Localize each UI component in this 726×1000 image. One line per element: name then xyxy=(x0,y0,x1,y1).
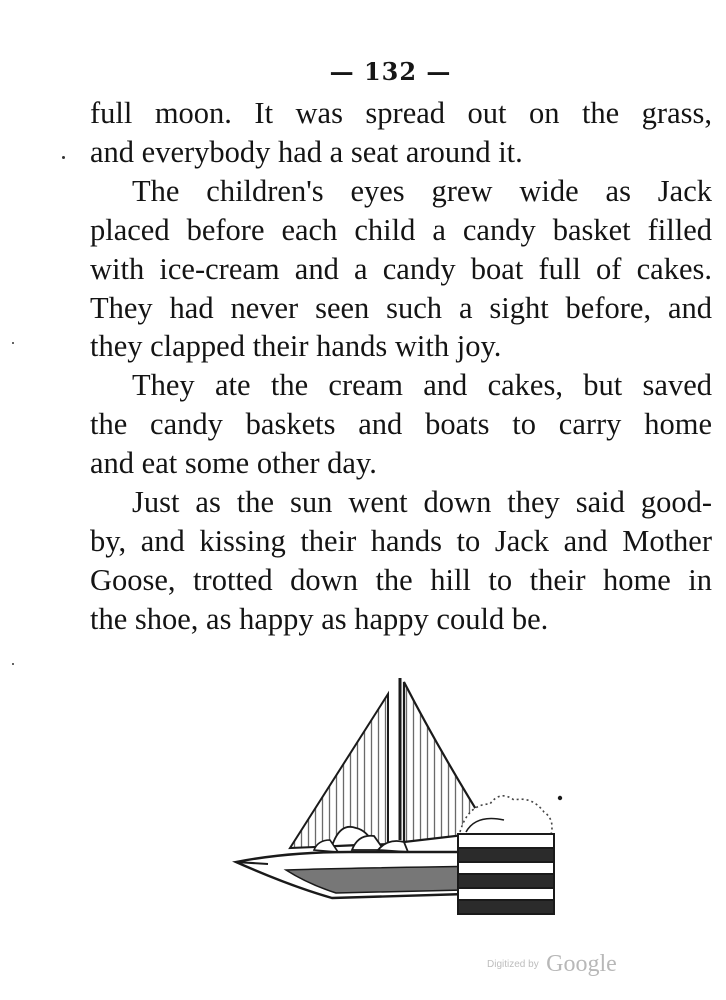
text-line: Goose, trotted down the hill to their home in xyxy=(90,562,712,597)
text-line: The children's eyes grew wide as Jack xyxy=(132,173,712,208)
text-line: full moon. It was spread out on the grass, xyxy=(90,96,712,130)
scan-speck xyxy=(62,156,65,159)
scan-speck xyxy=(12,663,14,665)
text-line: Just as the sun went down they said good- xyxy=(132,485,712,520)
left-sail xyxy=(290,694,388,848)
text-line: by, and kissing their hands to Jack and Mother xyxy=(90,523,712,558)
text-line: the candy baskets and boats to carry home xyxy=(90,407,712,442)
page-number: — 132 — xyxy=(329,57,452,86)
text-line: the shoe, as happy as happy could be. xyxy=(90,601,549,636)
text-line: and everybody had a seat around it. xyxy=(90,134,523,169)
paragraph-4 xyxy=(90,483,712,639)
digitized-watermark xyxy=(487,951,617,978)
paragraph-1 xyxy=(90,94,712,172)
text-line: They ate the cream and cakes, but saved xyxy=(132,368,712,403)
paragraph-3 xyxy=(90,366,712,483)
text-line: placed before each child a candy basket filled xyxy=(90,212,712,247)
text-line: and eat some other day. xyxy=(90,446,377,481)
digitized-label: Digitized by xyxy=(487,959,539,970)
scan-speck xyxy=(12,342,14,344)
text-line: They had never seen such a sight before, and xyxy=(90,290,712,325)
paragraph-2 xyxy=(90,172,712,367)
text-line: they clapped their hands with joy. xyxy=(90,329,502,364)
google-logo: Google xyxy=(546,951,617,977)
body-text xyxy=(90,94,712,639)
layered-cake xyxy=(458,796,554,914)
text-line: with ice-cream and a candy boat full of cakes. xyxy=(90,251,712,286)
sailboat-and-cake-illustration xyxy=(228,672,566,922)
